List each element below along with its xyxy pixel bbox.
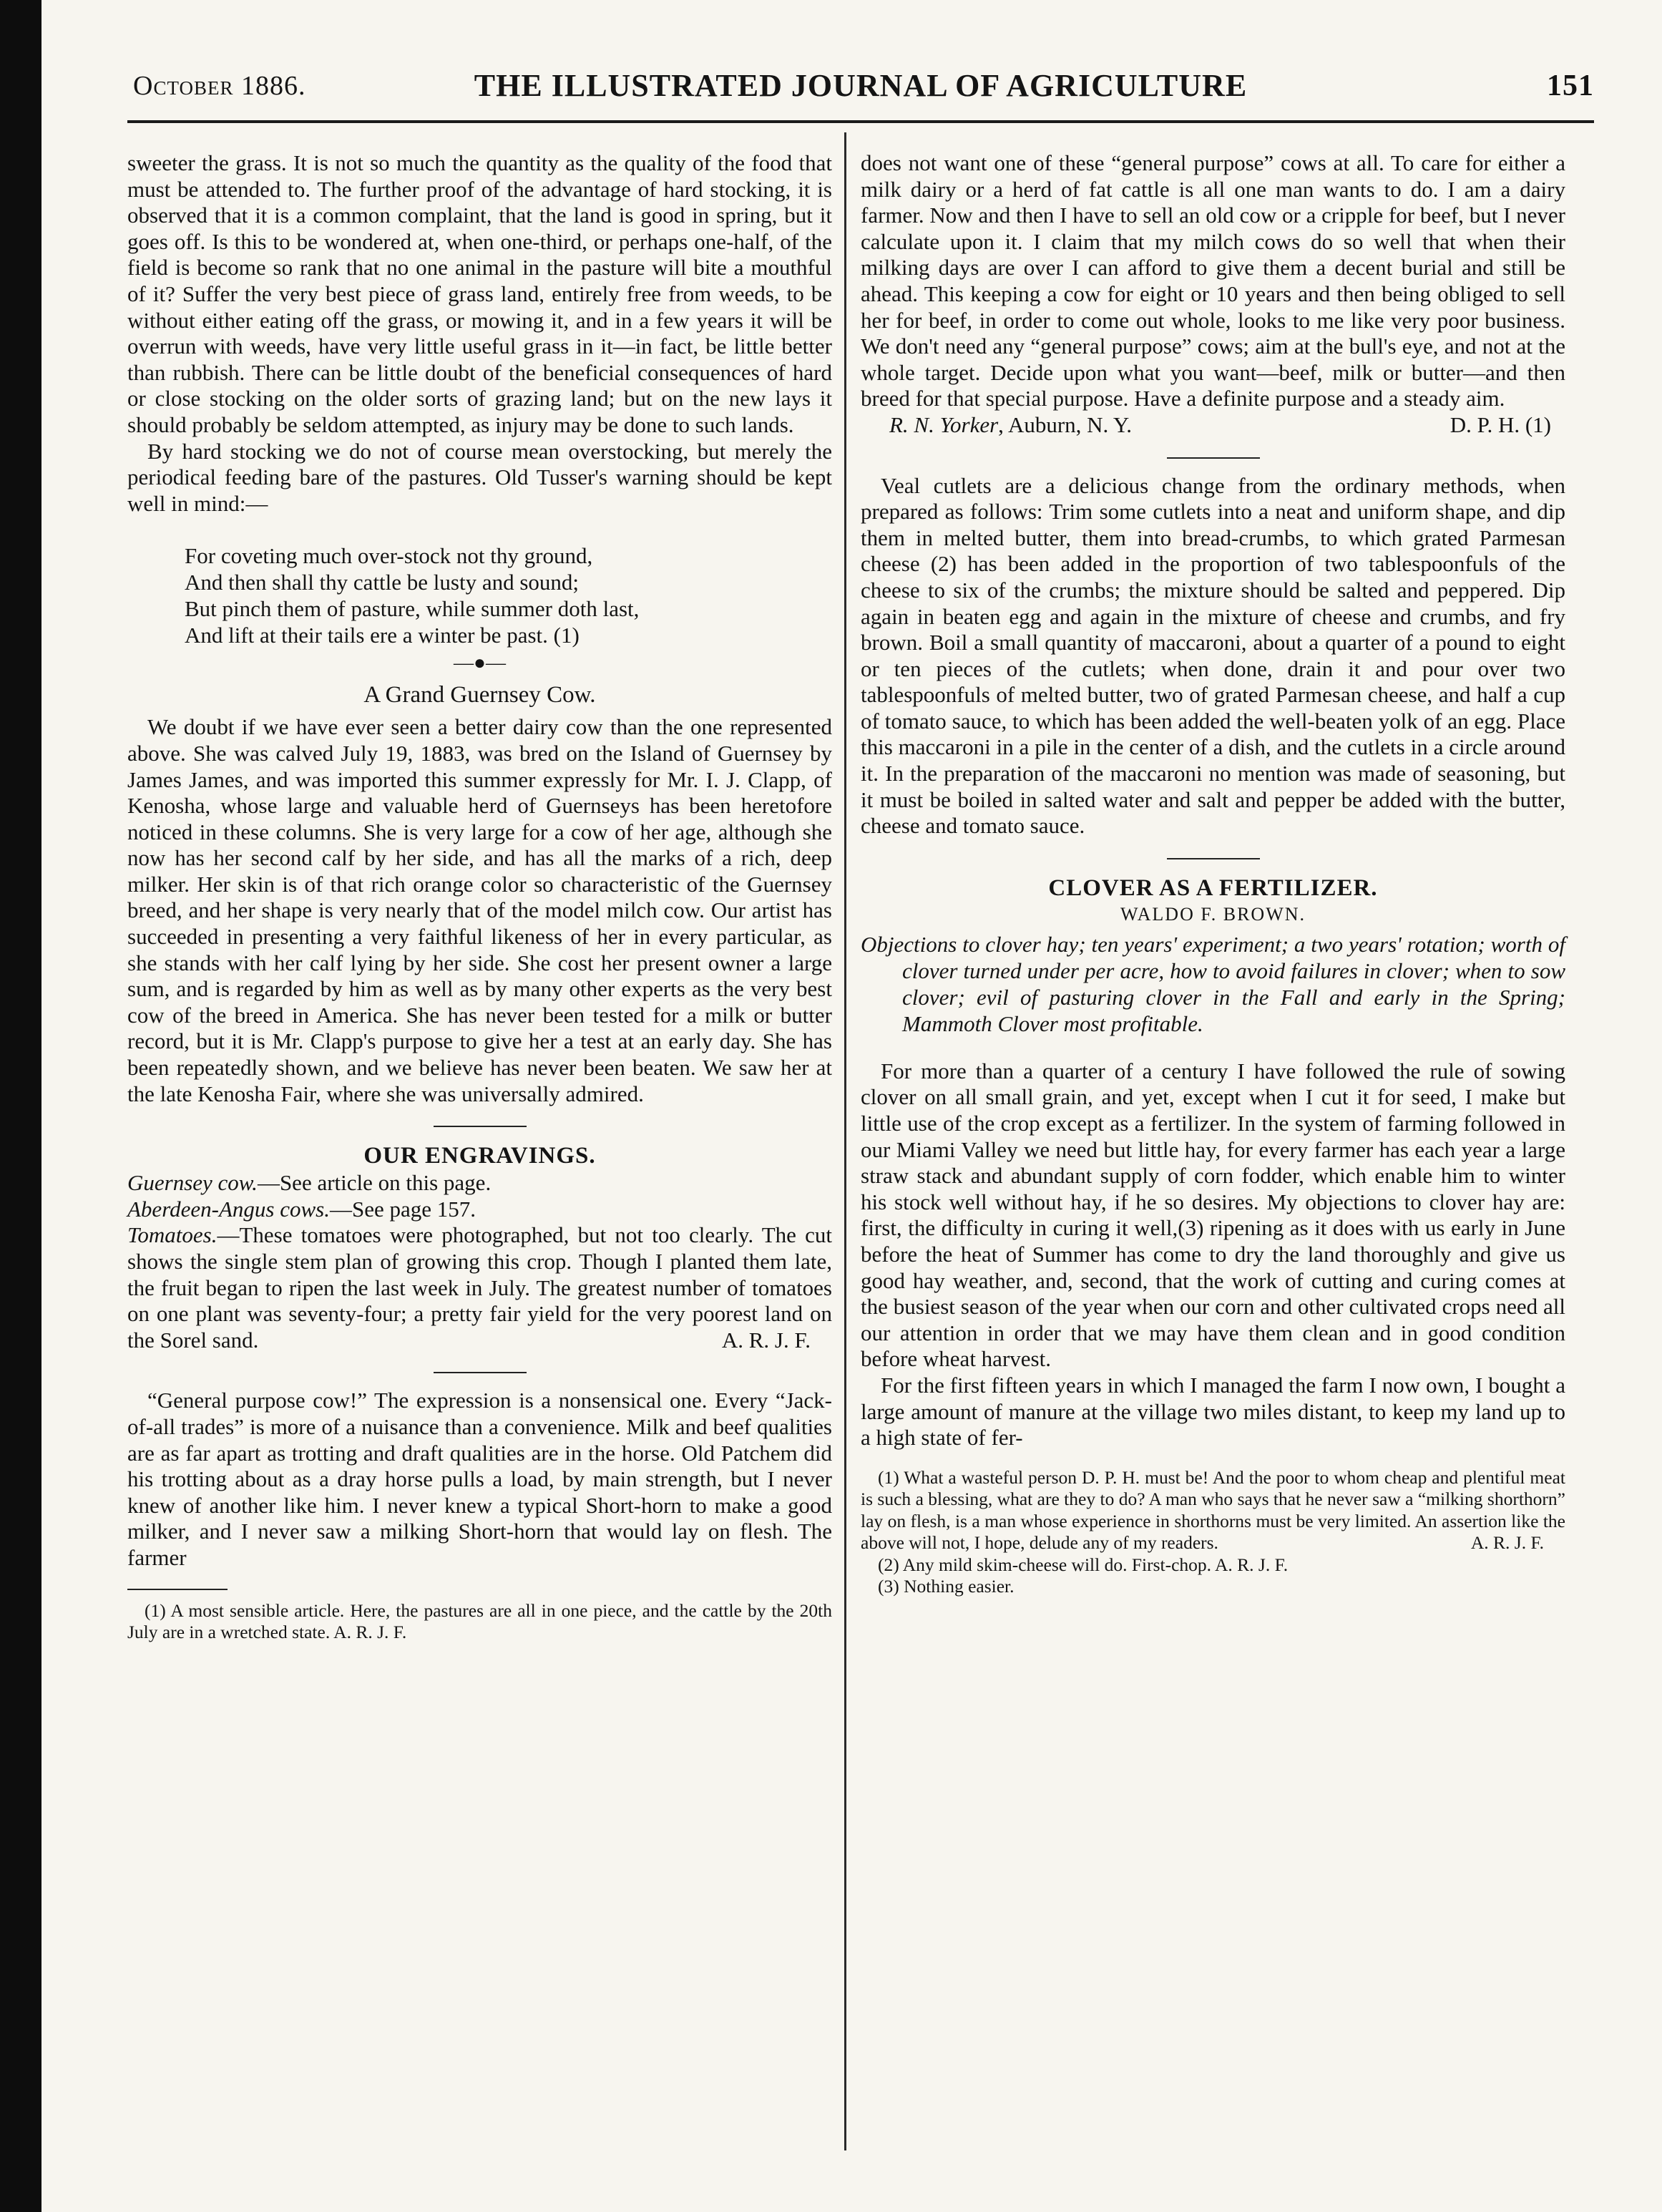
engravings-heading: OUR ENGRAVINGS. — [363, 1143, 596, 1169]
veal-cutlets-article: Veal cutlets are a delicious change from the ordinary methods, when prepared as follows: Trim some cutlets into a neat and uniform shape, and dip them in melted butter, them into bread-crumbs, to which grated Parmesan cheese (2) has been added in the proportion of two tablespoonfuls of the cheese to six of the crumbs; the mixture should be salted and peppered. Dip again in beaten egg and again in the mixture of cheese and crumbs, and fry brown. Boil a small quantity of maccaroni, about a quarter of a pound to eight or ten pieces of the cutlets; when done, drain it and pour over two tablespoonfuls of melted butter, two of grated Parmesan cheese, and half a cup of tomato sauce, to which has been added the well-beaten yolk of an egg. Place this maccaroni in a pile in the center of a dish, and the cutlets in a circle around it. In the preparation of the maccaroni no mention was made of seasoning, but it must be boiled in salted water and salt and pepper be added with the butter, cheese and tomato sauce. — [861, 472, 1565, 839]
overstocking-paragraph: By hard stocking we do not of course mean overstocking, but merely the periodical feeding bare of the pastures. Old Tusser's warning should be kept well in mind:— — [127, 438, 832, 516]
footnote-text: (1) What a wasteful person D. P. H. must be! And the poor to whom cheap and plentiful meat is such a blessing, what are they to do? A man who says that he never saw a “milking shorthorn” lay on flesh, is a man whose experience in shorthorns must be very limited. An assertion like the above will not, I hope, delude any of my readers. — [861, 1466, 1565, 1554]
footnote-left: (1) A most sensible article. Here, the pastures are all in one piece, and the cattle by the 20th July are in a wretched state. A. R. J. F. — [127, 1599, 832, 1643]
clover-heading: CLOVER AS A FERTILIZER. — [1048, 874, 1378, 901]
left-column — [127, 150, 832, 1644]
page-header — [127, 57, 1594, 115]
footnote-rule — [127, 1589, 228, 1590]
footnote-signature: A. R. J. F. — [1470, 1532, 1544, 1554]
verse-line: And then shall thy cattle be lusty and sound; — [185, 570, 580, 595]
engraving-label: Tomatoes. — [127, 1222, 217, 1248]
engraving-text: —See page 157. — [329, 1196, 476, 1222]
hard-stocking-paragraph: sweeter the grass. It is not so much the quantity as the quality of the food that must be attended to. The further proof of the advantage of hard stocking, it is observed that it is a common complaint, that the land is good in spring, but it goes off. Is this to be wondered at, when one-third, or perhaps one-half, of the field is become so rank that no one animal in the pasture will bite a mouthful of it? Suffer the very best piece of grass land, entirely free from weeds, to be without either eating off the grass, or mowing it, and in a few years it will be overrun with weeds, have very little useful grass in it—in fact, be little better than rubbish. There can be little doubt of the beneficial consequences of hard or close stocking on the older sorts of grazing land; but on the new lays it should probably be seldom attempted, as injury may be done to such lands. — [127, 150, 832, 437]
engraving-label: Guernsey cow. — [127, 1170, 258, 1196]
footnote-spacer — [861, 1451, 1565, 1467]
clover-paragraph-1: For more than a quarter of a century I have followed the rule of sowing clover on all small grain, and yet, except when I cut it for seed, I make but little use of the crop except as a fertilizer. In the system of farming followed in our Miami Valley we need but little hay, for every farmer has each year a large straw stack and abundant supply of corn fodder, which enable him to winter his stock well without hay, if he so desires. My objections to clover hay are: first, the difficulty in curing it well,(3) ripening as it does with us early in June before the heat of Summer has come to dry the land thoroughly and give us good hay weather, and, second, that the work of cutting and curing comes at the busiest season of the year when our corn and other cultivated crops need all our attention in order that we may have them clean and in good condition before wheat harvest. — [861, 1058, 1565, 1372]
right-column — [861, 150, 1565, 1598]
clover-subtitle: Objections to clover hay; ten years' experiment; a two years' rotation; worth of clover turned under per acre, how to avoid failures in clover; when to sow clover; evil of pasturing clover in the Fall and early in the Spring; Mammoth Clover most profitable. — [861, 931, 1565, 1036]
verse-line: For coveting much over-stock not thy ground, — [185, 543, 593, 569]
column-divider — [844, 132, 846, 2150]
author-initials: D. P. H. (1) — [1450, 411, 1551, 437]
guernsey-heading: A Grand Guernsey Cow. — [363, 682, 596, 708]
clover-author: WALDO F. BROWN. — [1120, 903, 1306, 925]
footnote-right-2: (2) Any mild skim-cheese will do. First-chop. A. R. J. F. — [878, 1554, 1289, 1575]
engraving-guernsey — [127, 1170, 832, 1197]
guernsey-article: We doubt if we have ever seen a better dairy cow than the one represented above. She was calved July 19, 1883, was bred on the Island of Guernsey by James James, and was imported this summer expressly for Mr. I. J. Clapp, of Kenosha, whose large and valuable herd of Guernseys has been heretofore noticed in these columns. She is very large for a cow of her age, although she now has her second calf by her side, and has all the marks of a rich, deep milker. Her skin is of that rich orange color so characteristic of the Guernsey breed, and her shape is very nearly that of the model milch cow. Our artist has succeeded in presenting a very faithful likeness of her in every particular, as she stands with her calf lying by her side. She cost her present owner a large sum, and is regarded by him as well as by many other experts as the very best cow of the breed in America. She has never been tested for a milk or butter record, but it is Mr. Clapp's purpose to give her a test at an early day. She has been repeatedly shown, and we believe has never been beaten. We saw her at the late Kenosha Fair, where she was universally admired. — [127, 714, 832, 1106]
section-ornament: —●— — [454, 652, 506, 675]
engraving-text: —See article on this page. — [257, 1170, 492, 1196]
general-purpose-article: “General purpose cow!” The expression is a nonsensical one. Every “Jack-of-all trades” is more of a nuisance than a convenience. Milk and beef qualities are as far apart as trotting and draft qualities are in the horse. Old Patchem did his trotting about as a dray horse pulls a load, by main strength, but I never knew of another like him. I never knew a typical Short-horn to make a good milker, and I never saw a milking Short-horn that would lay on flesh. The farmer — [127, 1388, 832, 1570]
journal-page — [127, 57, 1594, 2176]
engravings-signature: A. R. J. F. — [721, 1327, 811, 1353]
page-number: 151 — [1547, 69, 1594, 102]
footnote-right-1 — [861, 1467, 1565, 1554]
tusser-verse — [185, 542, 832, 648]
engraving-aberdeen — [127, 1197, 832, 1223]
verse-line: And lift at their tails ere a winter be past. (1) — [185, 623, 580, 648]
general-purpose-signature — [861, 412, 1565, 439]
clover-paragraph-2: For the first fifteen years in which I managed the farm I now own, I bought a large amount of manure at the village two miles distant, to keep my land up to a high state of fer- — [861, 1372, 1565, 1451]
section-rule — [434, 1372, 527, 1373]
section-rule — [434, 1126, 527, 1127]
source-place: , Auburn, N. Y. — [998, 411, 1133, 437]
source-name: R. N. Yorker — [889, 411, 999, 437]
issue-date: October 1886. — [133, 71, 306, 101]
header-rule — [127, 120, 1594, 123]
section-rule — [1167, 858, 1260, 859]
engraving-label: Aberdeen-Angus cows. — [127, 1196, 330, 1222]
binding-spine — [0, 0, 41, 2212]
section-rule — [1167, 457, 1260, 459]
journal-title: THE ILLUSTRATED JOURNAL OF AGRICULTURE — [474, 68, 1248, 103]
general-purpose-continued: does not want one of these “general purpose” cows at all. To care for either a milk dairy or a herd of fat cattle is all one man wants to do. I am a dairy farmer. Now and then I have to sell an old cow or a cripple for beef, but I never calculate upon it. I claim that my milch cows do so well that when their milking days are over I can afford to give them a decent burial and still be ahead. This keeping a cow for eight or 10 years and then being obliged to sell her for beef, in order to come out whole, looks to me like very poor business. We don't need any “general purpose” cows; aim at the bull's eye, and not at the whole target. Decide upon what you want—beef, milk or butter—and then breed for that special purpose. Have a definite purpose and a steady aim. — [861, 150, 1565, 411]
engraving-text: —These tomatoes were photographed, but not too clearly. The cut shows the single stem plan of growing this crop. Though I planted them late, the fruit began to ripen the last week in July. The greatest number of tomatoes on one plant was seventy-four; a pretty fair yield for the very poorest land on the Sorel sand. — [127, 1222, 832, 1353]
verse-line: But pinch them of pasture, while summer doth last, — [185, 596, 640, 622]
footnote-right-3: (3) Nothing easier. — [878, 1576, 1015, 1597]
engraving-tomatoes — [127, 1222, 832, 1353]
